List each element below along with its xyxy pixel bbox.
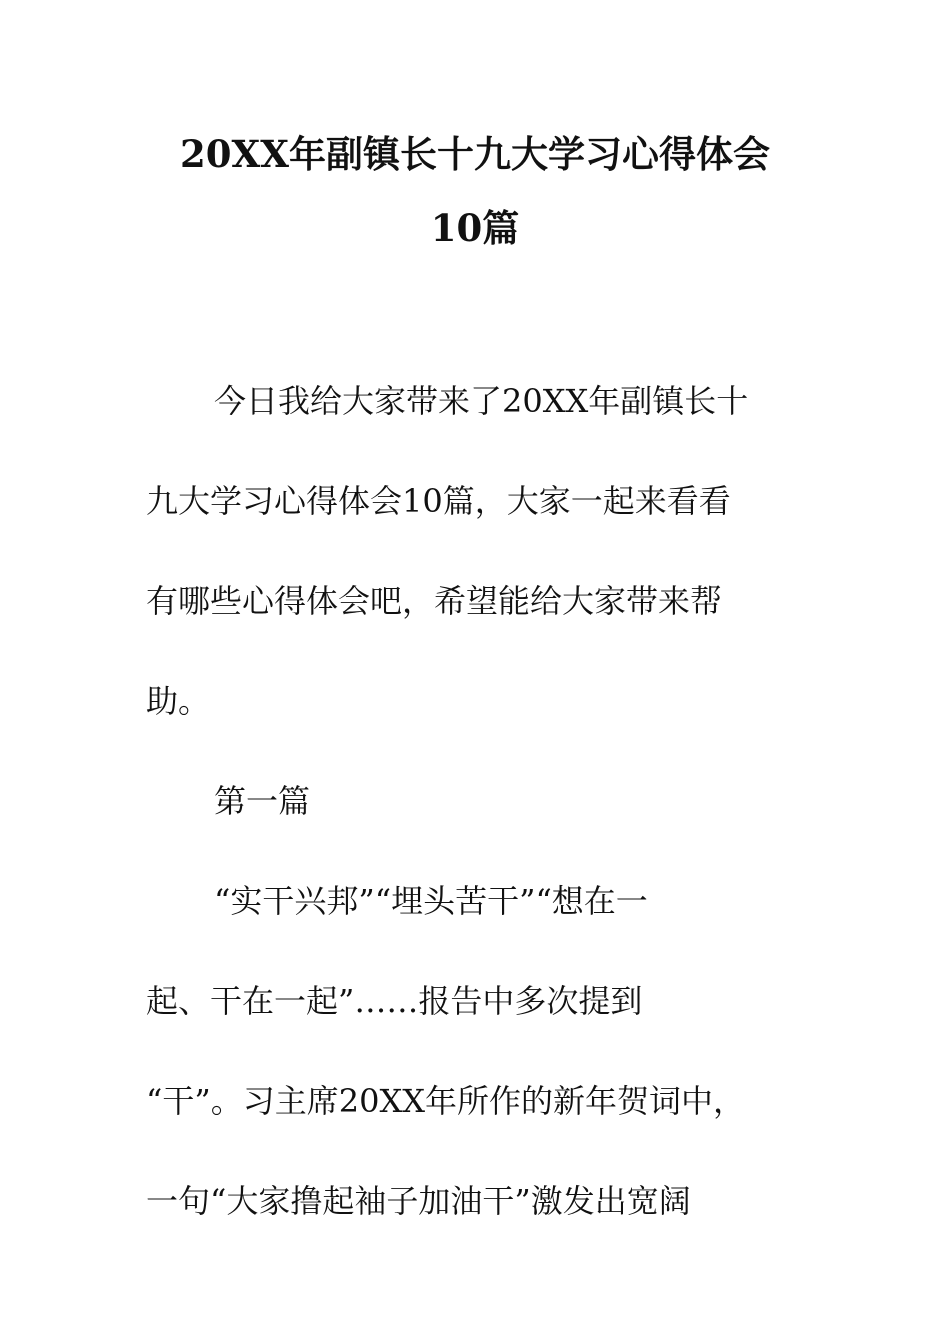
body-text-line: 一句“大家撸起袖子加油干”激发出宽阔 [146, 1182, 691, 1220]
body-text-line: 今日我给大家带来了20XX年副镇长十 [214, 382, 749, 420]
body-text-line: 九大学习心得体会10篇，大家一起来看看 [146, 482, 731, 520]
document-title-line-1: 20XX年副镇长十九大学习心得体会 [180, 132, 770, 176]
body-text-line: 起、干在一起”……报告中多次提到 [146, 982, 643, 1020]
section-heading: 第一篇 [214, 782, 311, 820]
body-text-line: 有哪些心得体会吧，希望能给大家带来帮 [146, 582, 723, 620]
body-text-line: “实干兴邦”“埋头苦干”“想在一 [214, 882, 648, 920]
document-title-line-2: 10篇 [430, 206, 520, 250]
body-text-line: 助。 [146, 682, 211, 720]
body-text-line: “干”。习主席20XX年所作的新年贺词中， [146, 1082, 746, 1120]
